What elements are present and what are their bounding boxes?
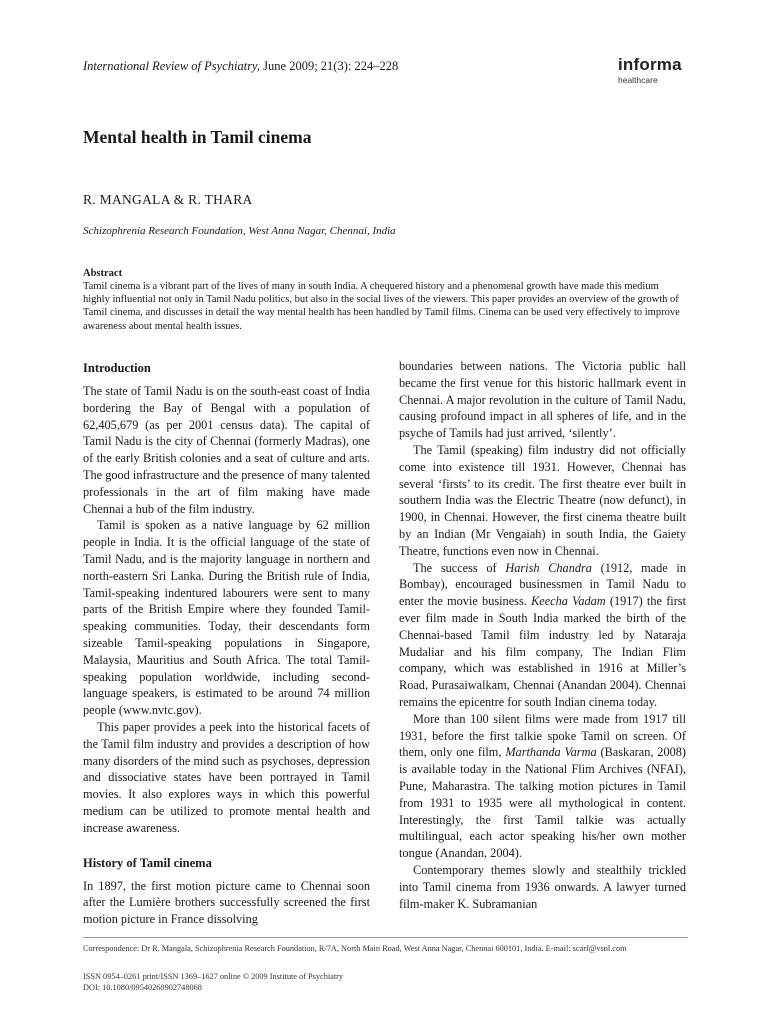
article-title: Mental health in Tamil cinema [83, 127, 312, 147]
film-title: Harish Chandra [505, 560, 592, 575]
history-paragraph-continued: boundaries between nations. The Victoria public hall became the first venue for this historic hallmark event in Chennai. A major revolution in the culture of Tamil Nadu, causing profound impact in all spheres of life, and in the psyche of Tamils had just arrived, ‘silently’. [399, 359, 686, 441]
publisher-logo [618, 55, 682, 85]
intro-paragraph-1: The state of Tamil Nadu is on the south-east coast of India bordering the Bay of Bengal with a population of 62,405,679 (as per 2001 census data). The capital of Tamil Nadu is the city of Chennai (formerly Madras), one of the early British colonies and a seat of culture and arts. The good infrastructure and the presence of many talented professionals in the art of film making have made Chennai a hub of the film industry. [83, 384, 370, 516]
correspondence-note: Correspondence: Dr R. Mangala, Schizophrenia Research Foundation, R/7A, North Main Road, West Anna Nagar, Chennai 600101, India. E-mail: scarf@vsnl.com [83, 944, 627, 953]
journal-citation [83, 58, 398, 74]
text-run: (1917) the first ever film made in South India marked the birth of the Chennai-based Tamil film industry led by Nataraja Mudaliar and his film company, The Indian Flim company, which was established in 1916 at Miller’s Road, Purasaiwalkam, Chennai (Anandan 2004). Chennai remains the epicentre for south Indian cinema today. [399, 594, 686, 709]
abstract-section [83, 267, 688, 333]
issn-block [83, 972, 688, 993]
text-run: (1912, made in Bombay), encouraged businessmen in Tamil Nadu to enter the movie business. [399, 560, 686, 609]
history-paragraph-5: Contemporary themes slowly and stealthily trickled into Tamil cinema from 1936 onwards. A lawyer turned film-maker K. Subramanian [399, 862, 686, 911]
history-paragraph-1: In 1897, the first motion picture came to Chennai soon after the Lumière brothers successfully screened the first motion picture in France dissolving [83, 878, 370, 927]
logo-subtitle: healthcare [618, 75, 658, 85]
text-run: (Baskaran, 2008) is available today in the National Flim Archives (NFAI), Pune, Maharastra. The talking motion pictures in Tamil from 1931 to 1935 were all mythological in content. Interestingly, the first Tamil talkie was actually multilingual, each actor speaking his/her own mother tongue (Anandan, 2004). [399, 745, 686, 861]
film-title: Marthanda Varma [505, 745, 597, 760]
text-run: More than 100 silent films were made from 1917 till 1931, before the first talkie spoke Tamil on screen. Of them, only one film, [399, 711, 686, 760]
introduction-heading: Introduction [83, 361, 151, 375]
history-paragraph-2: The Tamil (speaking) film industry did not officially come into existence till 1931. However, Chennai has several ‘firsts’ to its credit. The first theatre ever built in southern India was the Electric Theatre (now defunct), in 1900, in Chennai. However, the first cinema theatre built by an Indian (Mr Vengaiah) in south India, the Gaiety Theatre, functions even now in Chennai. [399, 442, 686, 558]
citation-details: June 2009; 21(3): 224–228 [260, 59, 399, 73]
abstract-heading: Abstract [83, 268, 123, 279]
left-column [83, 360, 370, 928]
author-affiliation: Schizophrenia Research Foundation, West Anna Nagar, Chennai, India [83, 225, 396, 237]
footer-divider [83, 937, 688, 938]
journal-name: International Review of Psychiatry, [83, 59, 261, 73]
issn-line: ISSN 0954–0261 print/ISSN 1369–1627 online © 2009 Institute of Psychiatry [83, 972, 344, 981]
history-heading: History of Tamil cinema [83, 855, 212, 870]
intro-paragraph-2: Tamil is spoken as a native language by 62 million people in India. It is the official language of the state of Tamil Nadu, and is the majority language in northern and north-eastern Sri Lanka. During the British rule of India, Tamil-speaking indentured labourers were sent to many parts of the British Empire where they founded Tamil-speaking communities. Today, their descendants form sizeable Tamil-speaking populations in Singapore, Malaysia, Mauritius and South Africa. The total Tamil-speaking population worldwide, including second-language speakers, is estimated to be around 74 million people (www.nvtc.gov). [83, 518, 370, 718]
history-paragraph-4 [399, 711, 686, 862]
intro-paragraph-3: This paper provides a peek into the historical facets of the Tamil film industry and provides a description of how many disorders of the mind such as psychoses, depression and dissociative states have been portrayed in Tamil movies. It also explores ways in which this powerful medium can be utilized to promote mental health and increase awareness. [83, 719, 370, 835]
logo-wordmark: informa [618, 55, 682, 74]
doi-line: DOI: 10.1080/09540260902748068 [83, 982, 202, 992]
article-authors: R. MANGALA & R. THARA [83, 192, 253, 207]
history-paragraph-3 [399, 560, 686, 711]
right-column [399, 358, 686, 912]
text-run: The success of [413, 560, 506, 575]
abstract-text: Tamil cinema is a vibrant part of the lives of many in south India. A chequered history and a phenomenal growth have made this medium highly influential not only in Tamil Nadu politics, but also in the social lives of the viewers. This paper provides an overview of the growth of Tamil cinema, and discusses in detail the way mental health has been handled by Tamil films. Cinema can be used very effectively to improve awareness about mental health issues. [83, 281, 680, 332]
film-title: Keecha Vadam [531, 594, 606, 609]
